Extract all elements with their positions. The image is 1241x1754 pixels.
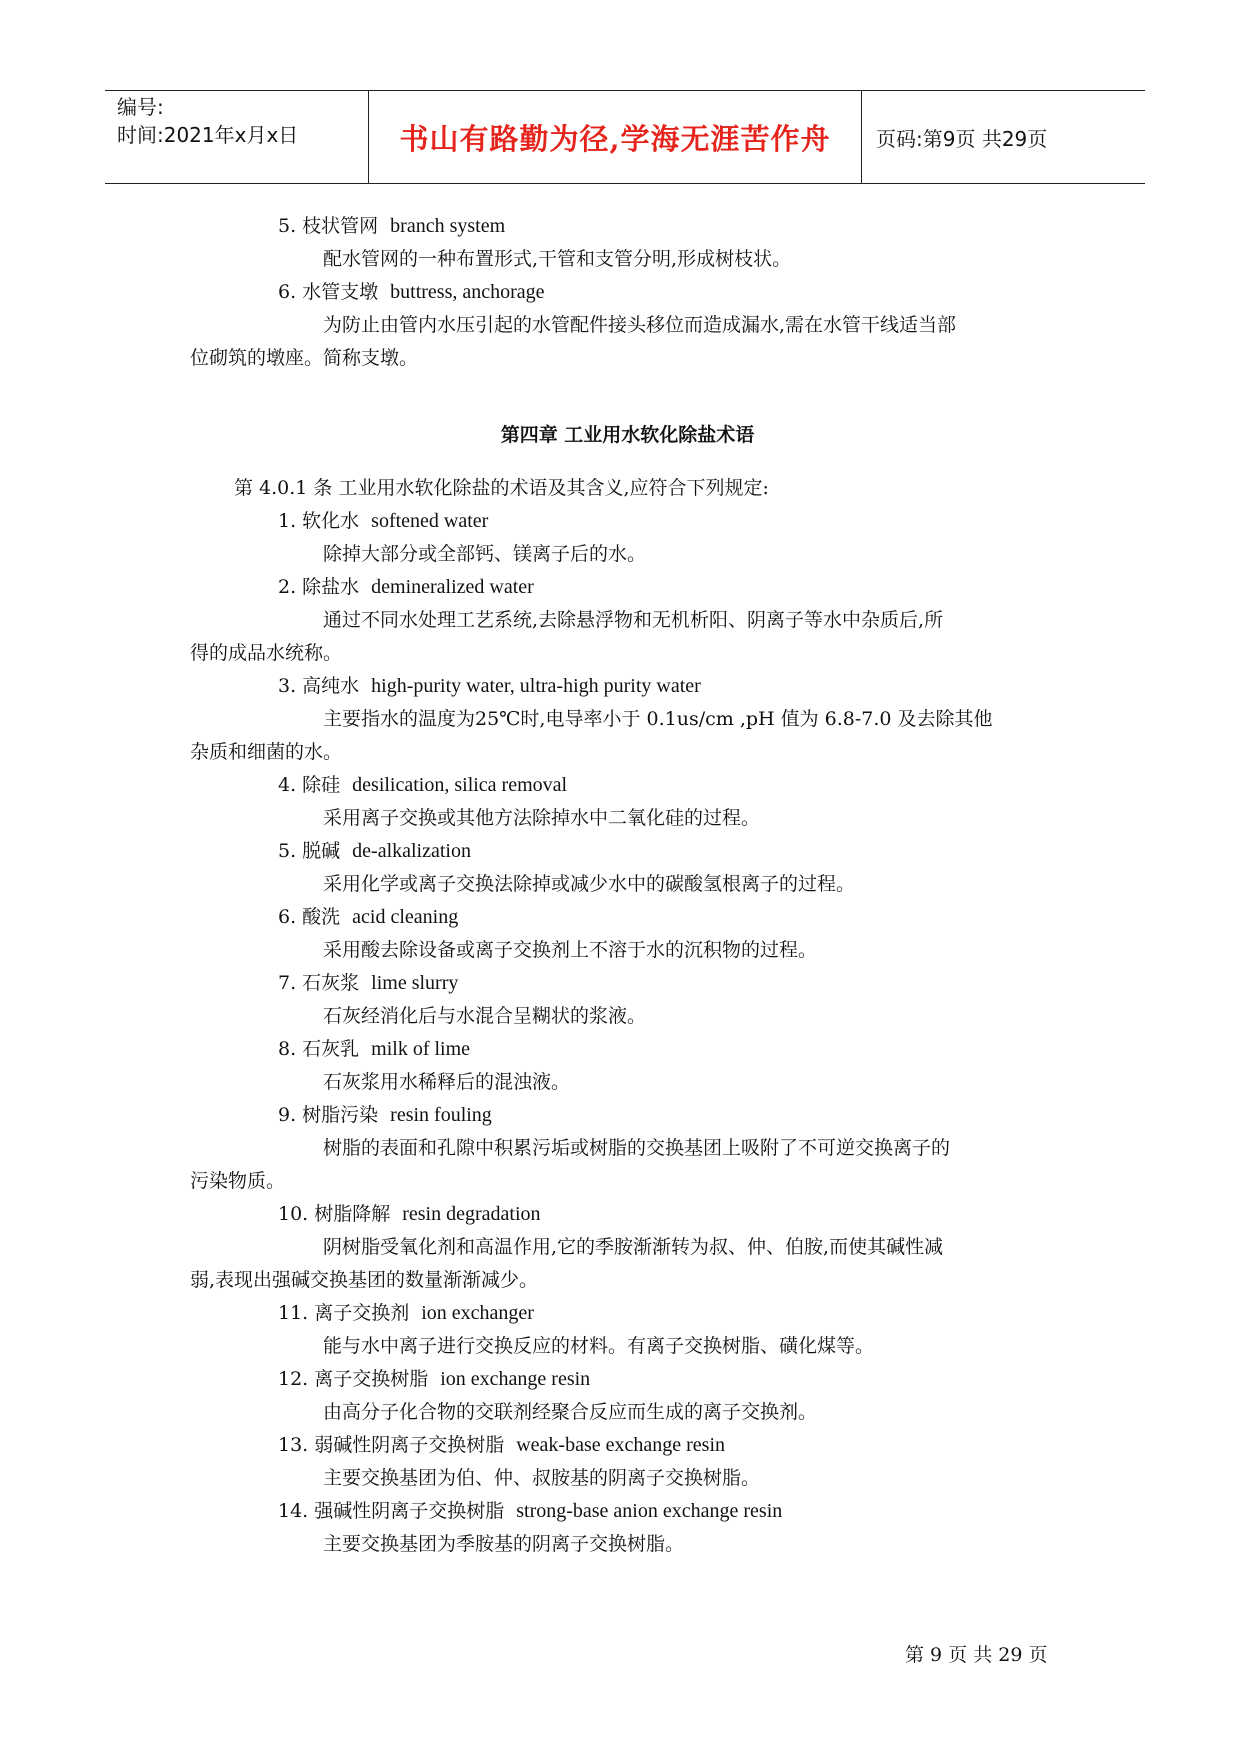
term-entry [190,1033,1065,1066]
term-chinese: 软化水 [302,510,360,532]
term-chinese: 离子交换树脂 [314,1368,429,1390]
term-chinese: 除盐水 [302,576,360,598]
term-english: lime slurry [371,972,459,994]
term-english: resin fouling [390,1104,492,1126]
term-entry [190,670,1065,703]
term-english: high-purity water, ultra-high purity water [371,675,701,697]
term-chinese: 树脂污染 [302,1104,379,1126]
term-english: ion exchange resin [440,1368,591,1390]
term-chinese: 脱碱 [302,840,341,862]
term-number: 10. [278,1203,309,1225]
term-definition: 采用化学或离子交换法除掉或减少水中的碳酸氢根离子的过程。 [323,873,856,895]
term-english: softened water [371,510,489,532]
term-list [190,505,1065,1561]
term-number: 13. [278,1434,309,1456]
term-english: branch system [390,215,506,237]
term-number: 6. [278,906,297,928]
term-definition: 除掉大部分或全部钙、镁离子后的水。 [323,543,647,565]
term-entry [190,769,1065,802]
term-definition: 石灰浆用水稀释后的混浊液。 [323,1071,571,1093]
term-definition: 主要交换基团为伯、仲、叔胺基的阴离子交换树脂。 [323,1467,761,1489]
term-chinese: 树脂降解 [314,1203,391,1225]
term-english: strong-base anion exchange resin [516,1500,783,1522]
term-entry [190,210,1065,243]
term-english: milk of lime [371,1038,471,1060]
term-definition-continued: 得的成品水统称。 [190,642,343,664]
term-number: 5. [278,215,297,237]
term-chinese: 强碱性阴离子交换树脂 [314,1500,505,1522]
term-chinese: 弱碱性阴离子交换树脂 [314,1434,505,1456]
term-number: 11. [278,1302,309,1324]
header-motto: 书山有路勤为径,学海无涯苦作舟 [369,91,862,183]
term-definition: 主要交换基团为季胺基的阴离子交换树脂。 [323,1533,685,1555]
term-definition: 采用离子交换或其他方法除掉水中二氧化硅的过程。 [323,807,761,829]
term-definition: 石灰经消化后与水混合呈糊状的浆液。 [323,1005,647,1027]
term-entry [190,1198,1065,1231]
term-entry [190,835,1065,868]
term-number: 2. [278,576,297,598]
document-body [190,210,1065,1561]
term-chinese: 高纯水 [302,675,360,697]
term-english: desilication, silica removal [352,774,568,796]
term-english: buttress, anchorage [390,281,545,303]
term-chinese: 离子交换剂 [314,1302,410,1324]
term-entry [190,1297,1065,1330]
term-number: 12. [278,1368,309,1390]
header-page-info: 页码:第9页 共29页 [876,126,1048,151]
term-english: acid cleaning [352,906,459,928]
term-entry [190,1099,1065,1132]
term-number: 14. [278,1500,309,1522]
term-entry [190,901,1065,934]
term-definition: 阴树脂受氧化剂和高温作用,它的季胺渐渐转为叔、仲、伯胺,而使其碱性减 [323,1236,944,1258]
term-definition: 主要指水的温度为25℃时,电导率小于 0.1us/cm ,pH 值为 6.8-7.0 及去除其他 [323,708,993,730]
term-number: 3. [278,675,297,697]
header-meta [105,91,369,183]
term-number: 8. [278,1038,297,1060]
page-header [105,90,1145,184]
term-definition: 能与水中离子进行交换反应的材料。有离子交换树脂、磺化煤等。 [323,1335,875,1357]
term-definition-continued: 位砌筑的墩座。简称支墩。 [190,347,419,369]
term-definition: 配水管网的一种布置形式,干管和支管分明,形成树枝状。 [323,248,792,270]
top-term-list [190,210,1065,375]
term-chinese: 枝状管网 [302,215,379,237]
document-number-label: 编号: [117,95,164,119]
term-definition-continued: 杂质和细菌的水。 [190,741,343,763]
term-definition: 通过不同水处理工艺系统,去除悬浮物和无机析阳、阴离子等水中杂质后,所 [323,609,944,631]
term-number: 6. [278,281,297,303]
term-entry [190,276,1065,309]
article-intro: 第 4.0.1 条 工业用水软化除盐的术语及其含义,应符合下列规定: [234,477,769,499]
term-definition-continued: 弱,表现出强碱交换基团的数量渐渐减少。 [190,1269,539,1291]
term-english: weak-base exchange resin [516,1434,726,1456]
term-chinese: 酸洗 [302,906,341,928]
term-number: 9. [278,1104,297,1126]
term-entry [190,505,1065,538]
term-english: ion exchanger [421,1302,534,1324]
term-chinese: 水管支墩 [302,281,379,303]
term-english: resin degradation [402,1203,541,1225]
term-english: de-alkalization [352,840,471,862]
term-number: 7. [278,972,297,994]
term-definition-continued: 污染物质。 [190,1170,286,1192]
term-definition: 树脂的表面和孔隙中积累污垢或树脂的交换基团上吸附了不可逆交换离子的 [323,1137,951,1159]
term-chinese: 石灰乳 [302,1038,360,1060]
term-number: 1. [278,510,297,532]
term-definition: 为防止由管内水压引起的水管配件接头移位而造成漏水,需在水管干线适当部 [323,314,957,336]
document-time: 时间:2021年x月x日 [117,123,299,147]
term-chinese: 除硅 [302,774,341,796]
term-chinese: 石灰浆 [302,972,360,994]
term-entry [190,1363,1065,1396]
term-entry [190,571,1065,604]
term-number: 5. [278,840,297,862]
term-entry [190,1495,1065,1528]
term-definition: 由高分子化合物的交联剂经聚合反应而生成的离子交换剂。 [323,1401,818,1423]
term-number: 4. [278,774,297,796]
term-definition: 采用酸去除设备或离子交换剂上不溶于水的沉积物的过程。 [323,939,818,961]
term-english: demineralized water [371,576,534,598]
term-entry [190,967,1065,1000]
chapter-title: 第四章 工业用水软化除盐术语 [500,424,755,446]
term-entry [190,1429,1065,1462]
page-footer: 第 9 页 共 29 页 [905,1644,1048,1666]
